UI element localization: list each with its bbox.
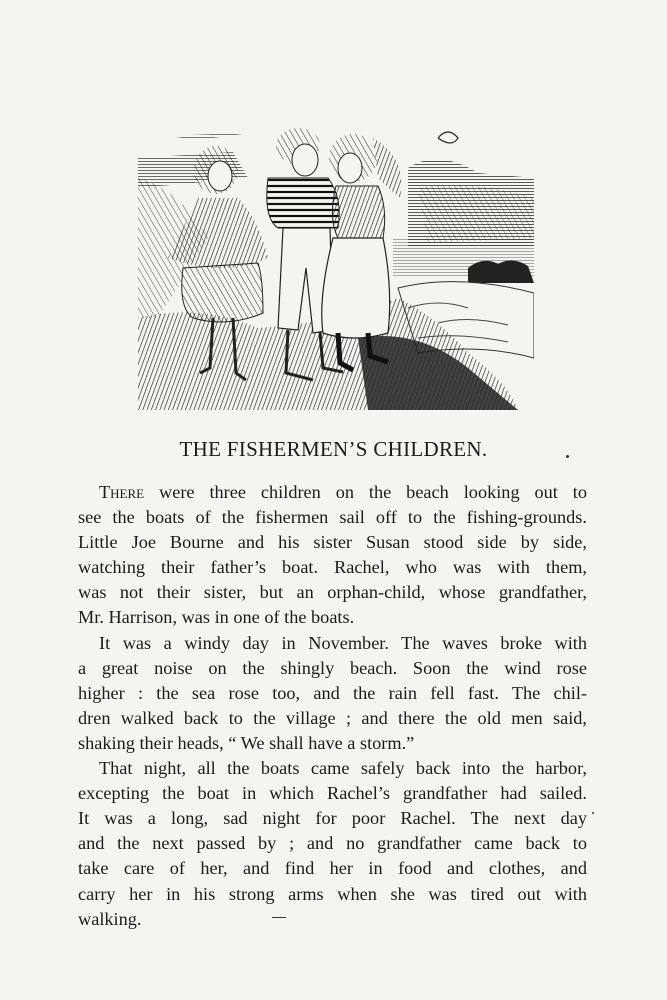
text-line: take care of her, and find her in food and clothes, and xyxy=(78,858,587,879)
text-fragment: were three children on the beach looking out to xyxy=(144,482,587,502)
text-line: higher : the sea rose too, and the rain fell fast. The chil- xyxy=(78,682,587,703)
paragraph-1 xyxy=(78,480,587,631)
children-engraving-image xyxy=(138,118,534,410)
text-line: walking. xyxy=(78,908,142,929)
dropcap-word: There xyxy=(99,482,145,502)
story-text xyxy=(78,480,587,932)
text-line: excepting the boat in which Rachel’s grandfather had sailed. xyxy=(78,783,587,804)
text-line: shaking their heads, “ We shall have a storm.” xyxy=(78,732,415,753)
engraving-illustration xyxy=(138,118,534,410)
paper-speck xyxy=(592,812,594,814)
text-line: see the boats of the fishermen sail off to the fishing-grounds. xyxy=(78,507,587,528)
text-line: Little Joe Bourne and his sister Susan stood side by side, xyxy=(78,532,587,553)
text-line: It was a windy day in November. The waves broke with xyxy=(99,632,587,653)
text-line: dren walked back to the village ; and there the old men said, xyxy=(78,707,587,728)
text-line: a great noise on the shingly beach. Soon the wind rose xyxy=(78,657,587,678)
text-line xyxy=(78,480,587,505)
paragraph-2 xyxy=(78,631,587,756)
text-line: Mr. Harrison, was in one of the boats. xyxy=(78,607,355,628)
text-line: was not their sister, but an orphan-child, whose grandfather, xyxy=(78,582,587,603)
paper-speck xyxy=(566,455,569,458)
paper-speck xyxy=(272,917,286,918)
text-line: carry her in his strong arms when she was tired out with xyxy=(78,883,587,904)
text-line: and the next passed by ; and no grandfather came back to xyxy=(78,833,587,854)
paragraph-3 xyxy=(78,756,587,932)
chapter-title: THE FISHERMEN’S CHILDREN. xyxy=(179,437,488,461)
text-line: watching their father’s boat. Rachel, who was with them, xyxy=(78,557,587,578)
text-line: It was a long, sad night for poor Rachel. The next day xyxy=(78,808,587,829)
text-line: That night, all the boats came safely back into the harbor, xyxy=(99,758,587,779)
